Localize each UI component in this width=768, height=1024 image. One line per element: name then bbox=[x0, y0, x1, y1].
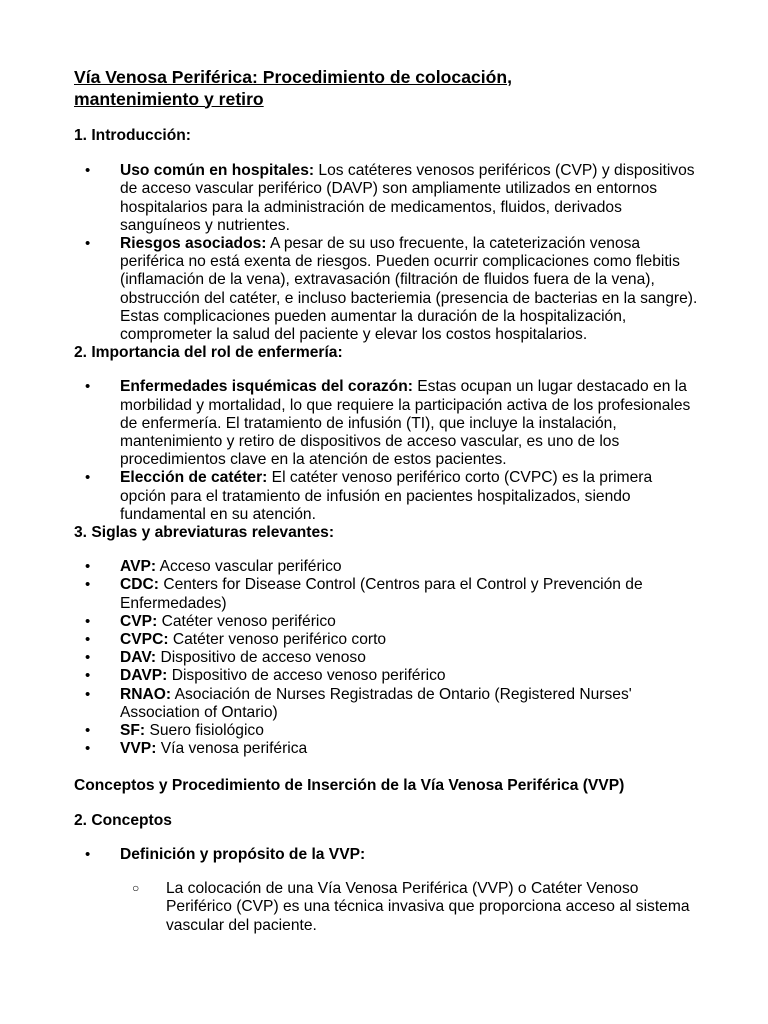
title-line-2: mantenimiento y retiro bbox=[74, 88, 264, 109]
abbreviations-list bbox=[74, 558, 698, 758]
section-2-heading: 2. Importancia del rol de enfermería: bbox=[74, 344, 343, 362]
description: Asociación de Nurses Registradas de Ontario (Registered Nurses' Association of Ontario) bbox=[120, 685, 632, 721]
list-item bbox=[74, 631, 698, 649]
description: Vía venosa periférica bbox=[156, 740, 308, 758]
term: Uso común en hospitales: bbox=[120, 162, 315, 180]
term: Riesgos asociados: bbox=[120, 235, 267, 253]
description: A pesar de su uso frecuente, la cateterización venosa periférica no está exenta de riesgos. Pueden ocurrir complicaciones como flebitis (inflamación de la vena), extravasación (filtración de fluidos fuera de la vena), obstrucción del catéter, e incluso bacteriemia (presencia de bacterias en la sangre). Estas complicaciones pueden aumentar la duración de la hospitalización, comprometer la salud del paciente y elevar los costos hospitalarios. bbox=[120, 235, 698, 344]
title-line-1: Vía Venosa Periférica: Procedimiento de colocación, bbox=[74, 67, 513, 87]
list-item bbox=[74, 740, 698, 758]
description: Acceso vascular periférico bbox=[156, 558, 342, 576]
term: Elección de catéter: bbox=[120, 469, 268, 487]
section-1-heading: 1. Introducción: bbox=[74, 127, 191, 144]
section-1-list bbox=[74, 162, 698, 344]
concepts-heading: 2. Conceptos bbox=[74, 811, 172, 829]
list-item bbox=[74, 378, 698, 469]
list-item bbox=[74, 162, 698, 235]
list-item bbox=[74, 686, 698, 722]
term: Definición y propósito de la VVP: bbox=[120, 845, 366, 863]
term: CVPC: bbox=[120, 631, 169, 649]
description: Catéter venoso periférico corto bbox=[168, 631, 387, 649]
description: Dispositivo de acceso venoso periférico bbox=[167, 667, 446, 685]
concepts-list bbox=[74, 846, 698, 864]
list-item bbox=[74, 722, 698, 740]
term: Enfermedades isquémicas del corazón: bbox=[120, 378, 413, 396]
term: DAV: bbox=[120, 649, 157, 667]
list-item bbox=[74, 667, 698, 685]
procedure-heading: Conceptos y Procedimiento de Inserción de la Vía Venosa Periférica (VVP) bbox=[74, 776, 625, 794]
term: AVP: bbox=[120, 558, 157, 576]
description: Dispositivo de acceso venoso bbox=[156, 649, 366, 667]
section-2-list bbox=[74, 378, 698, 524]
term: SF: bbox=[120, 722, 146, 740]
description: Estas ocupan un lugar destacado en la morbilidad y mortalidad, lo que requiere la participación activa de los profesionales de enfermería. El tratamiento de infusión (TI), que incluye la instalación, mantenimiento y retiro de dispositivos de acceso vascular, es uno de los procedimientos clave en la atención de estos pacientes. bbox=[120, 378, 691, 469]
list-item bbox=[74, 235, 698, 344]
term: CDC: bbox=[120, 576, 159, 594]
description: Centers for Disease Control (Centros para el Control y Prevención de Enfermedades) bbox=[120, 576, 643, 612]
document-title bbox=[74, 64, 698, 110]
term: CVP: bbox=[120, 612, 158, 630]
list-item bbox=[74, 469, 698, 524]
list-item bbox=[74, 846, 698, 864]
list-item bbox=[74, 576, 698, 612]
description: Catéter venoso periférico bbox=[157, 612, 336, 630]
section-3-heading: 3. Siglas y abreviaturas relevantes: bbox=[74, 524, 335, 542]
term: VVP: bbox=[120, 740, 157, 758]
description: Suero fisiológico bbox=[145, 722, 264, 740]
list-item bbox=[74, 649, 698, 667]
concepts-sublist bbox=[74, 880, 698, 935]
term: RNAO: bbox=[120, 685, 172, 703]
description: El catéter venoso periférico corto (CVPC) es la primera opción para el tratamiento de infusión en pacientes hospitalizados, siendo fundamental en su atención. bbox=[120, 469, 653, 523]
description: Los catéteres venosos periféricos (CVP) y dispositivos de acceso vascular periférico (DAVP) son ampliamente utilizados en entornos hospitalarios para la administración de medicamentos, fluidos, derivados sanguíneos y nutrientes. bbox=[120, 162, 695, 234]
list-item bbox=[74, 613, 698, 631]
sub-list-item: ○ La colocación de una Vía Venosa Periférica (VVP) o Catéter Venoso Periférico (CVP) es una técnica invasiva que proporciona acceso al sistema vascular del paciente. bbox=[74, 880, 698, 935]
term: DAVP: bbox=[120, 667, 168, 685]
list-item bbox=[74, 558, 698, 576]
